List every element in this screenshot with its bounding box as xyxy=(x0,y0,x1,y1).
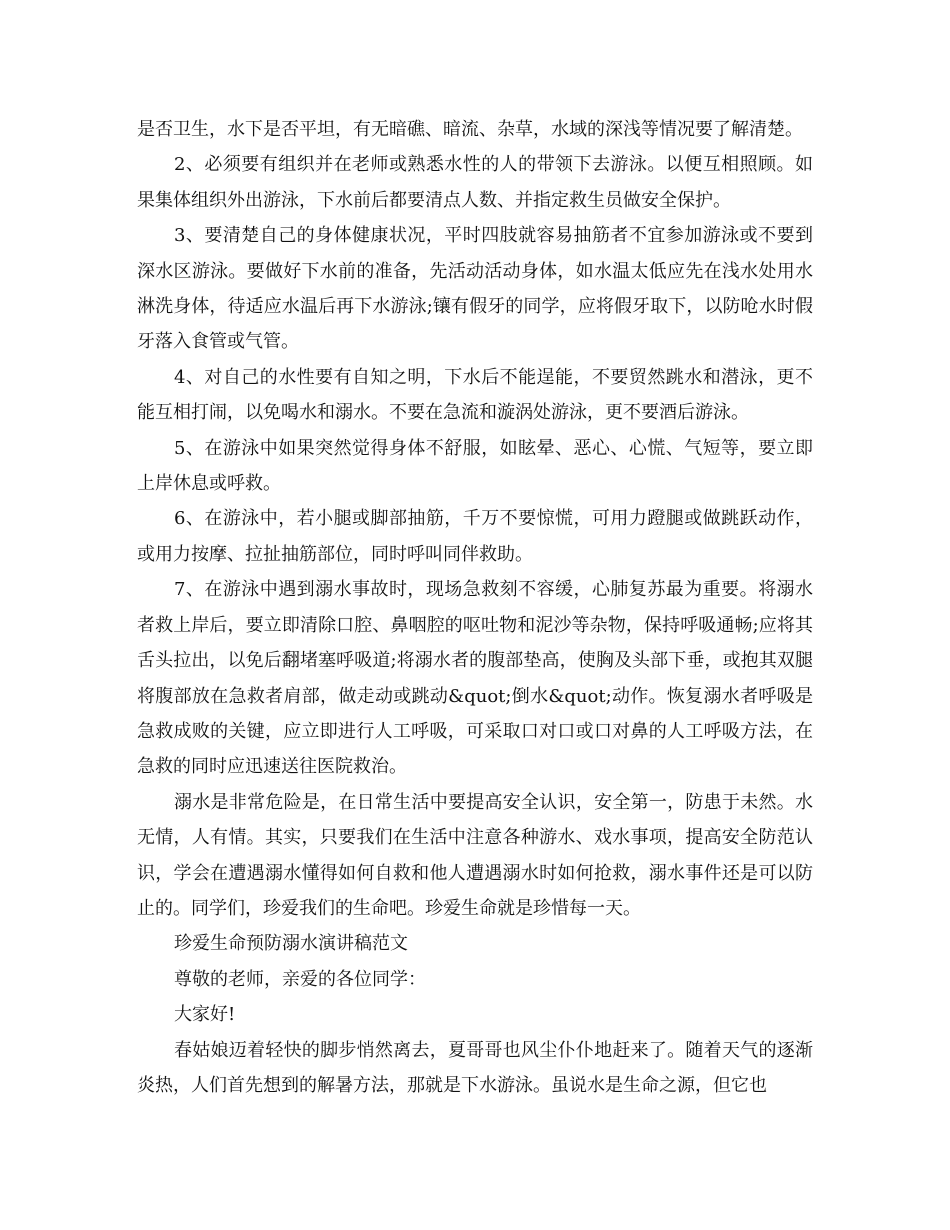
paragraph-6: 6、在游泳中，若小腿或脚部抽筋，千万不要惊慌，可用力蹬腿或做跳跃动作，或用力按摩、拉扯抽筋部位，同时呼叫同伴救助。 xyxy=(137,508,813,565)
salutation: 尊敬的老师，亲爱的各位同学： xyxy=(174,968,426,990)
document-page xyxy=(137,112,813,1103)
greeting: 大家好! xyxy=(174,1004,236,1026)
paragraph-4: 4、对自己的水性要有自知之明，下水后不能逞能，不要贸然跳水和潜泳，更不能互相打闹，以免喝水和溺水。不要在急流和漩涡处游泳，更不要酒后游泳。 xyxy=(137,366,813,424)
paragraph-2: 2、必须要有组织并在老师或熟悉水性的人的带领下去游泳。以便互相照顾。如果集体组织外出游泳，下水前后都要清点人数、并指定救生员做安全保护。 xyxy=(137,154,813,211)
section-title: 珍爱生命预防溺水演讲稿范文 xyxy=(174,933,408,955)
paragraph-7: 7、在游泳中遇到溺水事故时，现场急救刻不容缓，心肺复苏最为重要。将溺水者救上岸后，要立即清除口腔、鼻咽腔的呕吐物和泥沙等杂物，保持呼吸通畅;应将其舌头拉出，以免后翻堵塞呼吸道;将溺水者的腹部垫高，使胸及头部下垂，或抱其双腿将腹部放在急救者肩部，做走动或跳动&quot;倒水&quot;动作。恢复溺水者呼吸是急救成败的关键，应立即进行人工呼吸，可采取口对口或口对鼻的人工呼吸方法，在急救的同时应迅速送往医院救治。 xyxy=(137,579,813,778)
paragraph-3: 3、要清楚自己的身体健康状况，平时四肢就容易抽筋者不宜参加游泳或不要到深水区游泳。要做好下水前的准备，先活动活动身体，如水温太低应先在浅水处用水淋洗身体，待适应水温后再下水游泳;镶有假牙的同学，应将假牙取下，以防呛水时假牙落入食管或气管。 xyxy=(137,225,813,353)
paragraph-5: 5、在游泳中如果突然觉得身体不舒服，如眩晕、恶心、心慌、气短等，要立即上岸休息或呼救。 xyxy=(137,437,813,495)
paragraph-8: 溺水是非常危险是，在日常生活中要提高安全认识，安全第一，防患于未然。水无情，人有情。其实，只要我们在生活中注意各种游水、戏水事项，提高安全防范认识，学会在遭遇溺水懂得如何自救和他人遭遇溺水时如何抢救，溺水事件还是可以防止的。同学们，珍爱我们的生命吧。珍爱生命就是珍惜每一天。 xyxy=(137,791,813,919)
paragraph-1: 是否卫生，水下是否平坦，有无暗礁、暗流、杂草，水域的深浅等情况要了解清楚。 xyxy=(137,119,803,140)
paragraph-12: 春姑娘迈着轻快的脚步悄然离去，夏哥哥也风尘仆仆地赶来了。随着天气的逐渐炎热，人们首先想到的解暑方法，那就是下水游泳。虽说水是生命之源，但它也 xyxy=(137,1039,813,1096)
